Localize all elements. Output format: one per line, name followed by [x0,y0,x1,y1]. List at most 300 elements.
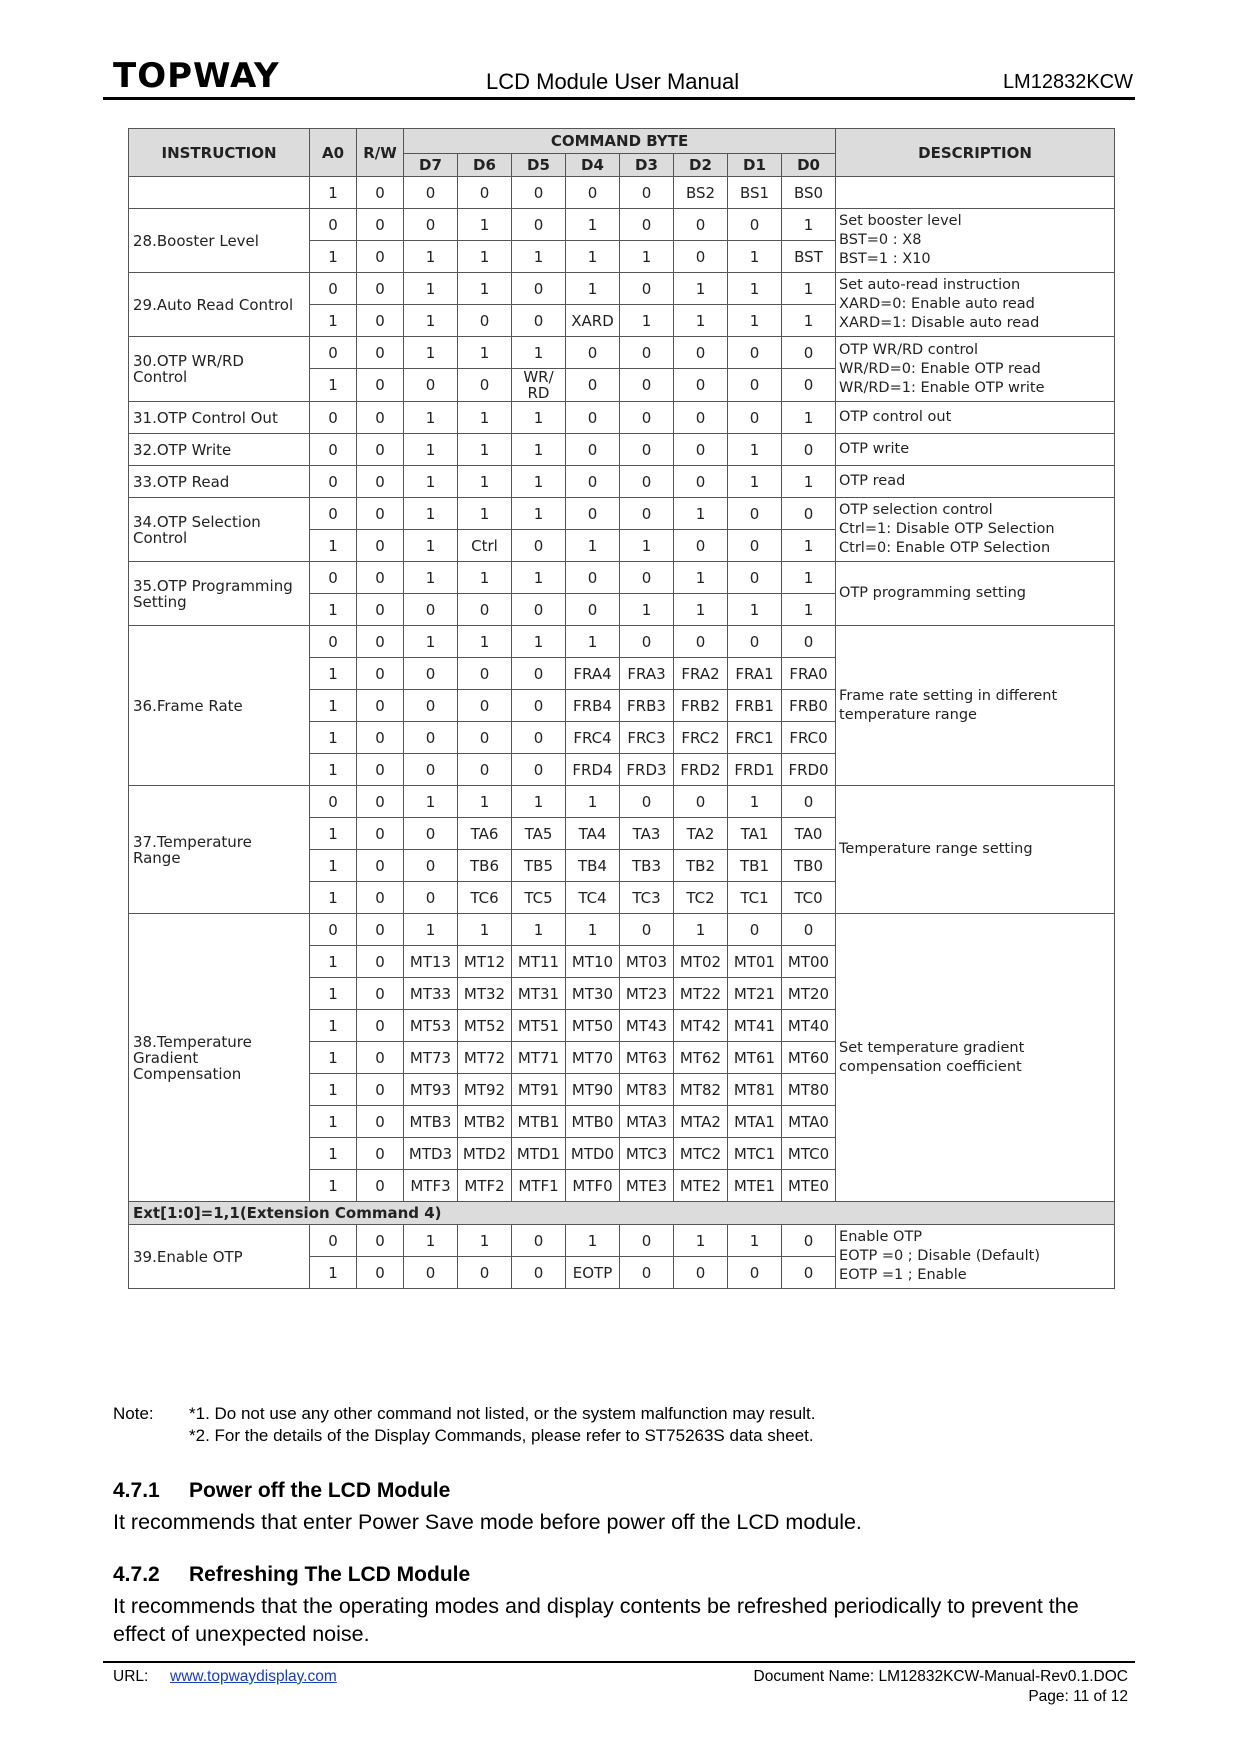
bit-cell: 1 [620,241,674,273]
bit-cell: 1 [404,337,458,369]
bit-cell: 1 [566,626,620,658]
bit-cell: 0 [620,177,674,209]
bit-cell: 0 [310,273,357,305]
note-line: *2. For the details of the Display Commands, please refer to ST75263S data sheet. [189,1426,814,1445]
bit-cell: MT33 [404,978,458,1010]
bit-cell: MT62 [674,1042,728,1074]
bit-cell: 0 [357,850,404,882]
bit-cell: MTC1 [728,1138,782,1170]
description-cell: OTP programming setting [836,562,1115,626]
bit-cell: 1 [310,690,357,722]
bit-cell: FRD2 [674,754,728,786]
bit-cell: 0 [674,434,728,466]
bit-cell: TA2 [674,818,728,850]
bit-cell: MTF1 [512,1170,566,1202]
bit-cell: 0 [674,530,728,562]
bit-cell: 1 [404,626,458,658]
bit-cell: 0 [310,1225,357,1257]
bit-cell: 0 [782,434,836,466]
bit-cell: MTD0 [566,1138,620,1170]
bit-cell: 0 [620,369,674,402]
table-row [129,337,1115,369]
bit-cell: WR/ RD [512,369,566,402]
bit-cell: 0 [620,273,674,305]
bit-cell: 0 [458,594,512,626]
instruction-cell: 30.OTP WR/RD Control [129,337,310,402]
bit-cell: 0 [620,466,674,498]
bit-cell: 0 [310,498,357,530]
bit-cell: 0 [357,498,404,530]
bit-cell: MT83 [620,1074,674,1106]
bit-cell: FRA3 [620,658,674,690]
bit-cell: 1 [674,914,728,946]
bit-cell: MTD1 [512,1138,566,1170]
bit-cell: 0 [357,562,404,594]
bit-cell: 0 [674,337,728,369]
bit-cell: 0 [512,305,566,337]
bit-cell: MTE1 [728,1170,782,1202]
bit-cell: 1 [674,273,728,305]
description-cell: Enable OTP EOTP =0 ; Disable (Default) EOTP =1 ; Enable [836,1225,1115,1289]
bit-cell: 0 [357,337,404,369]
bit-cell: 0 [357,1106,404,1138]
bit-cell: 0 [566,369,620,402]
bit-cell: 1 [782,402,836,434]
footer-rule [103,1661,1135,1663]
bit-cell: 0 [566,498,620,530]
instruction-cell: 32.OTP Write [129,434,310,466]
bit-cell: 1 [566,914,620,946]
bit-cell: 0 [357,594,404,626]
bit-cell: 0 [310,434,357,466]
bit-cell: FRA1 [728,658,782,690]
bit-cell: 0 [620,337,674,369]
bit-cell: 1 [566,241,620,273]
section-number: 4.7.1 [113,1479,160,1502]
bit-cell: 0 [357,818,404,850]
bit-cell: 0 [357,690,404,722]
description-cell: Set temperature gradient compensation coefficient [836,914,1115,1202]
bit-cell: MT50 [566,1010,620,1042]
note-line: *1. Do not use any other command not listed, or the system malfunction may result. [189,1404,816,1423]
bit-cell: 1 [728,466,782,498]
bit-cell: FRB3 [620,690,674,722]
instruction-cell: 33.OTP Read [129,466,310,498]
bit-cell: 1 [782,466,836,498]
table-row [129,434,1115,466]
bit-cell: 1 [458,562,512,594]
bit-cell: TB1 [728,850,782,882]
bit-cell: TC2 [674,882,728,914]
bit-cell: FRC4 [566,722,620,754]
bit-cell: 1 [404,914,458,946]
bit-cell: FRA4 [566,658,620,690]
bit-cell: MTA2 [674,1106,728,1138]
bit-cell: 1 [404,434,458,466]
bit-cell: MT13 [404,946,458,978]
note-label: Note: [113,1404,154,1423]
section-heading [113,1479,450,1503]
bit-cell: 1 [620,305,674,337]
bit-cell: MT10 [566,946,620,978]
bit-cell: 0 [620,402,674,434]
bit-cell: 0 [458,722,512,754]
bit-cell: FRD1 [728,754,782,786]
command-table-body [129,177,1115,1289]
bit-cell: 0 [404,1257,458,1289]
bit-cell: 1 [310,305,357,337]
bit-cell: FRC0 [782,722,836,754]
bit-cell: 0 [566,177,620,209]
bit-cell: 0 [404,658,458,690]
bit-cell: 1 [512,914,566,946]
bit-cell: MTE0 [782,1170,836,1202]
bit-cell: 1 [310,369,357,402]
header-bit: D0 [782,154,836,177]
bit-cell: MTE3 [620,1170,674,1202]
bit-cell: 1 [310,946,357,978]
bit-cell: TA1 [728,818,782,850]
description-cell: OTP write [836,434,1115,466]
bit-cell: 0 [404,594,458,626]
bit-cell: 1 [310,754,357,786]
bit-cell: MTA1 [728,1106,782,1138]
section-text: It recommends that enter Power Save mode before power off the LCD module. [113,1510,862,1534]
bit-cell: MT21 [728,978,782,1010]
bit-cell: 0 [620,786,674,818]
bit-cell: 0 [357,626,404,658]
bit-cell: 0 [357,241,404,273]
bit-cell: 0 [674,466,728,498]
bit-cell: 0 [404,722,458,754]
bit-cell: 1 [512,562,566,594]
bit-cell: 0 [782,786,836,818]
bit-cell: 1 [404,498,458,530]
bit-cell: 1 [512,241,566,273]
bit-cell: MTB1 [512,1106,566,1138]
bit-cell: MT12 [458,946,512,978]
bit-cell: 1 [310,850,357,882]
bit-cell: MTF3 [404,1170,458,1202]
bit-cell: 1 [404,305,458,337]
section-number: 4.7.2 [113,1563,160,1586]
bit-cell: MT00 [782,946,836,978]
bit-cell: 0 [404,209,458,241]
bit-cell: 0 [782,1225,836,1257]
bit-cell: 0 [458,369,512,402]
bit-cell: MT53 [404,1010,458,1042]
bit-cell: 0 [782,626,836,658]
bit-cell: MT91 [512,1074,566,1106]
bit-cell: MT80 [782,1074,836,1106]
instruction-cell: 36.Frame Rate [129,626,310,786]
section-title: Power off the LCD Module [189,1479,451,1502]
bit-cell: 0 [310,626,357,658]
bit-cell: 1 [310,1170,357,1202]
bit-cell: 1 [310,818,357,850]
document-title: LCD Module User Manual [486,69,740,94]
bit-cell: TC1 [728,882,782,914]
bit-cell: 1 [458,786,512,818]
bit-cell: 1 [310,1074,357,1106]
bit-cell: 0 [357,273,404,305]
header-bit: D5 [512,154,566,177]
description-cell: Set booster level BST=0 : X8 BST=1 : X10 [836,209,1115,273]
bit-cell: MT81 [728,1074,782,1106]
bit-cell: 1 [310,1257,357,1289]
bit-cell: 1 [458,626,512,658]
bit-cell: MTE2 [674,1170,728,1202]
bit-cell: 0 [404,882,458,914]
bit-cell: 1 [728,273,782,305]
bit-cell: 1 [620,530,674,562]
bit-cell: 0 [310,562,357,594]
bit-cell: 1 [404,786,458,818]
description-cell: OTP read [836,466,1115,498]
document-name: Document Name: LM12832KCW-Manual-Rev0.1.DOC [753,1668,1128,1685]
bit-cell: MTB0 [566,1106,620,1138]
bit-cell: 0 [357,914,404,946]
bit-cell: 0 [357,530,404,562]
header-instruction: INSTRUCTION [129,129,310,177]
bit-cell: 0 [620,498,674,530]
header-bit: D7 [404,154,458,177]
bit-cell: 0 [566,402,620,434]
bit-cell: MT61 [728,1042,782,1074]
bit-cell: 1 [782,305,836,337]
bit-cell: 1 [728,786,782,818]
bit-cell: 0 [674,369,728,402]
bit-cell: 1 [310,241,357,273]
bit-cell: 0 [512,754,566,786]
bit-cell: MTD3 [404,1138,458,1170]
bit-cell: 0 [566,434,620,466]
bit-cell: FRA2 [674,658,728,690]
bit-cell: MTF2 [458,1170,512,1202]
bit-cell: 0 [728,402,782,434]
bit-cell: MT11 [512,946,566,978]
bit-cell: 1 [310,882,357,914]
bit-cell: 0 [357,209,404,241]
bit-cell: MT03 [620,946,674,978]
bit-cell: MT92 [458,1074,512,1106]
bit-cell: FRC2 [674,722,728,754]
bit-cell: 0 [620,562,674,594]
table-row [129,273,1115,305]
page-number: Page: 11 of 12 [1028,1688,1128,1705]
bit-cell: MT60 [782,1042,836,1074]
bit-cell: 0 [566,562,620,594]
bit-cell: MTC0 [782,1138,836,1170]
bit-cell: MTC3 [620,1138,674,1170]
bit-cell: FRC1 [728,722,782,754]
bit-cell: 0 [357,946,404,978]
bit-cell: 0 [404,754,458,786]
bit-cell: 0 [310,402,357,434]
header-rw: R/W [357,129,404,177]
bit-cell: 1 [728,1225,782,1257]
website-link[interactable]: www.topwaydisplay.com [170,1668,337,1685]
bit-cell: 0 [357,466,404,498]
bit-cell: 0 [357,658,404,690]
bit-cell: 0 [566,337,620,369]
bit-cell: 0 [728,337,782,369]
table-row [129,914,1115,946]
bit-cell: 1 [512,402,566,434]
bit-cell: 0 [310,337,357,369]
instruction-cell [129,177,310,209]
table-header-row [129,129,1115,154]
bit-cell: 0 [310,786,357,818]
bit-cell: MT90 [566,1074,620,1106]
bit-cell: 0 [357,722,404,754]
bit-cell: 1 [512,498,566,530]
bit-cell: FRB2 [674,690,728,722]
bit-cell: 0 [357,754,404,786]
header-rule [103,97,1135,100]
table-row [129,562,1115,594]
bit-cell: 0 [512,1257,566,1289]
bit-cell: 0 [674,786,728,818]
header-bit: D4 [566,154,620,177]
bit-cell: 1 [404,530,458,562]
bit-cell: 1 [310,594,357,626]
bit-cell: 1 [458,402,512,434]
command-table [128,128,1115,1289]
bit-cell: TC5 [512,882,566,914]
bit-cell: 1 [310,1010,357,1042]
bit-cell: 1 [458,498,512,530]
bit-cell: 1 [512,466,566,498]
instruction-cell: 34.OTP Selection Control [129,498,310,562]
bit-cell: 0 [310,209,357,241]
bit-cell: 1 [404,466,458,498]
bit-cell: TA4 [566,818,620,850]
bit-cell: MT02 [674,946,728,978]
bit-cell: 0 [458,754,512,786]
bit-cell: 0 [357,1225,404,1257]
description-cell: OTP control out [836,402,1115,434]
bit-cell: 0 [512,1225,566,1257]
bit-cell: FRA0 [782,658,836,690]
description-cell: OTP selection control Ctrl=1: Disable OTP Selection Ctrl=0: Enable OTP Selection [836,498,1115,562]
bit-cell: MT72 [458,1042,512,1074]
bit-cell: 1 [674,305,728,337]
bit-cell: TA5 [512,818,566,850]
bit-cell: 0 [404,690,458,722]
bit-cell: BS0 [782,177,836,209]
bit-cell: 1 [404,1225,458,1257]
bit-cell: TB3 [620,850,674,882]
bit-cell: 0 [728,530,782,562]
bit-cell: 0 [512,594,566,626]
bit-cell: 0 [728,626,782,658]
bit-cell: 0 [512,690,566,722]
bit-cell: 1 [404,273,458,305]
bit-cell: 1 [458,914,512,946]
bit-cell: MTA0 [782,1106,836,1138]
bit-cell: 1 [310,177,357,209]
bit-cell: TB6 [458,850,512,882]
bit-cell: TC6 [458,882,512,914]
bit-cell: FRB1 [728,690,782,722]
bit-cell: FRC3 [620,722,674,754]
bit-cell: 1 [310,1042,357,1074]
description-cell: Set auto-read instruction XARD=0: Enable auto read XARD=1: Disable auto read [836,273,1115,337]
bit-cell: 1 [674,594,728,626]
bit-cell: 0 [620,1257,674,1289]
header-bit: D1 [728,154,782,177]
bit-cell: MT30 [566,978,620,1010]
bit-cell: 0 [782,369,836,402]
bit-cell: BS2 [674,177,728,209]
bit-cell: TB2 [674,850,728,882]
instruction-cell: 38.Temperature Gradient Compensation [129,914,310,1202]
bit-cell: 0 [728,209,782,241]
description-cell: Temperature range setting [836,786,1115,914]
bit-cell: MT52 [458,1010,512,1042]
bit-cell: 0 [404,177,458,209]
bit-cell: 0 [728,914,782,946]
bit-cell: 1 [782,594,836,626]
instruction-cell: 39.Enable OTP [129,1225,310,1289]
bit-cell: 1 [458,273,512,305]
bit-cell: 1 [674,1225,728,1257]
bit-cell: EOTP [566,1257,620,1289]
bit-cell: 0 [357,786,404,818]
bit-cell: 0 [404,818,458,850]
bit-cell: 0 [674,241,728,273]
bit-cell: MT43 [620,1010,674,1042]
instruction-cell: 29.Auto Read Control [129,273,310,337]
bit-cell: 1 [310,978,357,1010]
bit-cell: 0 [512,273,566,305]
bit-cell: 0 [458,690,512,722]
bit-cell: TA6 [458,818,512,850]
table-row [129,498,1115,530]
bit-cell: 1 [458,241,512,273]
bit-cell: 0 [357,1257,404,1289]
description-cell: Frame rate setting in different temperature range [836,626,1115,786]
table-row [129,786,1115,818]
bit-cell: 0 [458,658,512,690]
bit-cell: 1 [566,273,620,305]
bit-cell: 0 [674,402,728,434]
section-heading [113,1563,470,1587]
bit-cell: FRB4 [566,690,620,722]
bit-cell: FRD3 [620,754,674,786]
bit-cell: 0 [512,722,566,754]
bit-cell: 1 [728,434,782,466]
table-row [129,402,1115,434]
bit-cell: 0 [782,1257,836,1289]
header-description: DESCRIPTION [836,129,1115,177]
table-row [129,209,1115,241]
bit-cell: XARD [566,305,620,337]
bit-cell: 1 [620,594,674,626]
bit-cell: 1 [404,241,458,273]
bit-cell: MT40 [782,1010,836,1042]
bit-cell: 0 [404,369,458,402]
table-row [129,1225,1115,1257]
page-header [103,56,1133,96]
instruction-cell: 37.Temperature Range [129,786,310,914]
bit-cell: 0 [357,1138,404,1170]
bit-cell: 1 [458,337,512,369]
bit-cell: 0 [620,209,674,241]
instruction-cell: 31.OTP Control Out [129,402,310,434]
extension-row [129,1202,1115,1225]
